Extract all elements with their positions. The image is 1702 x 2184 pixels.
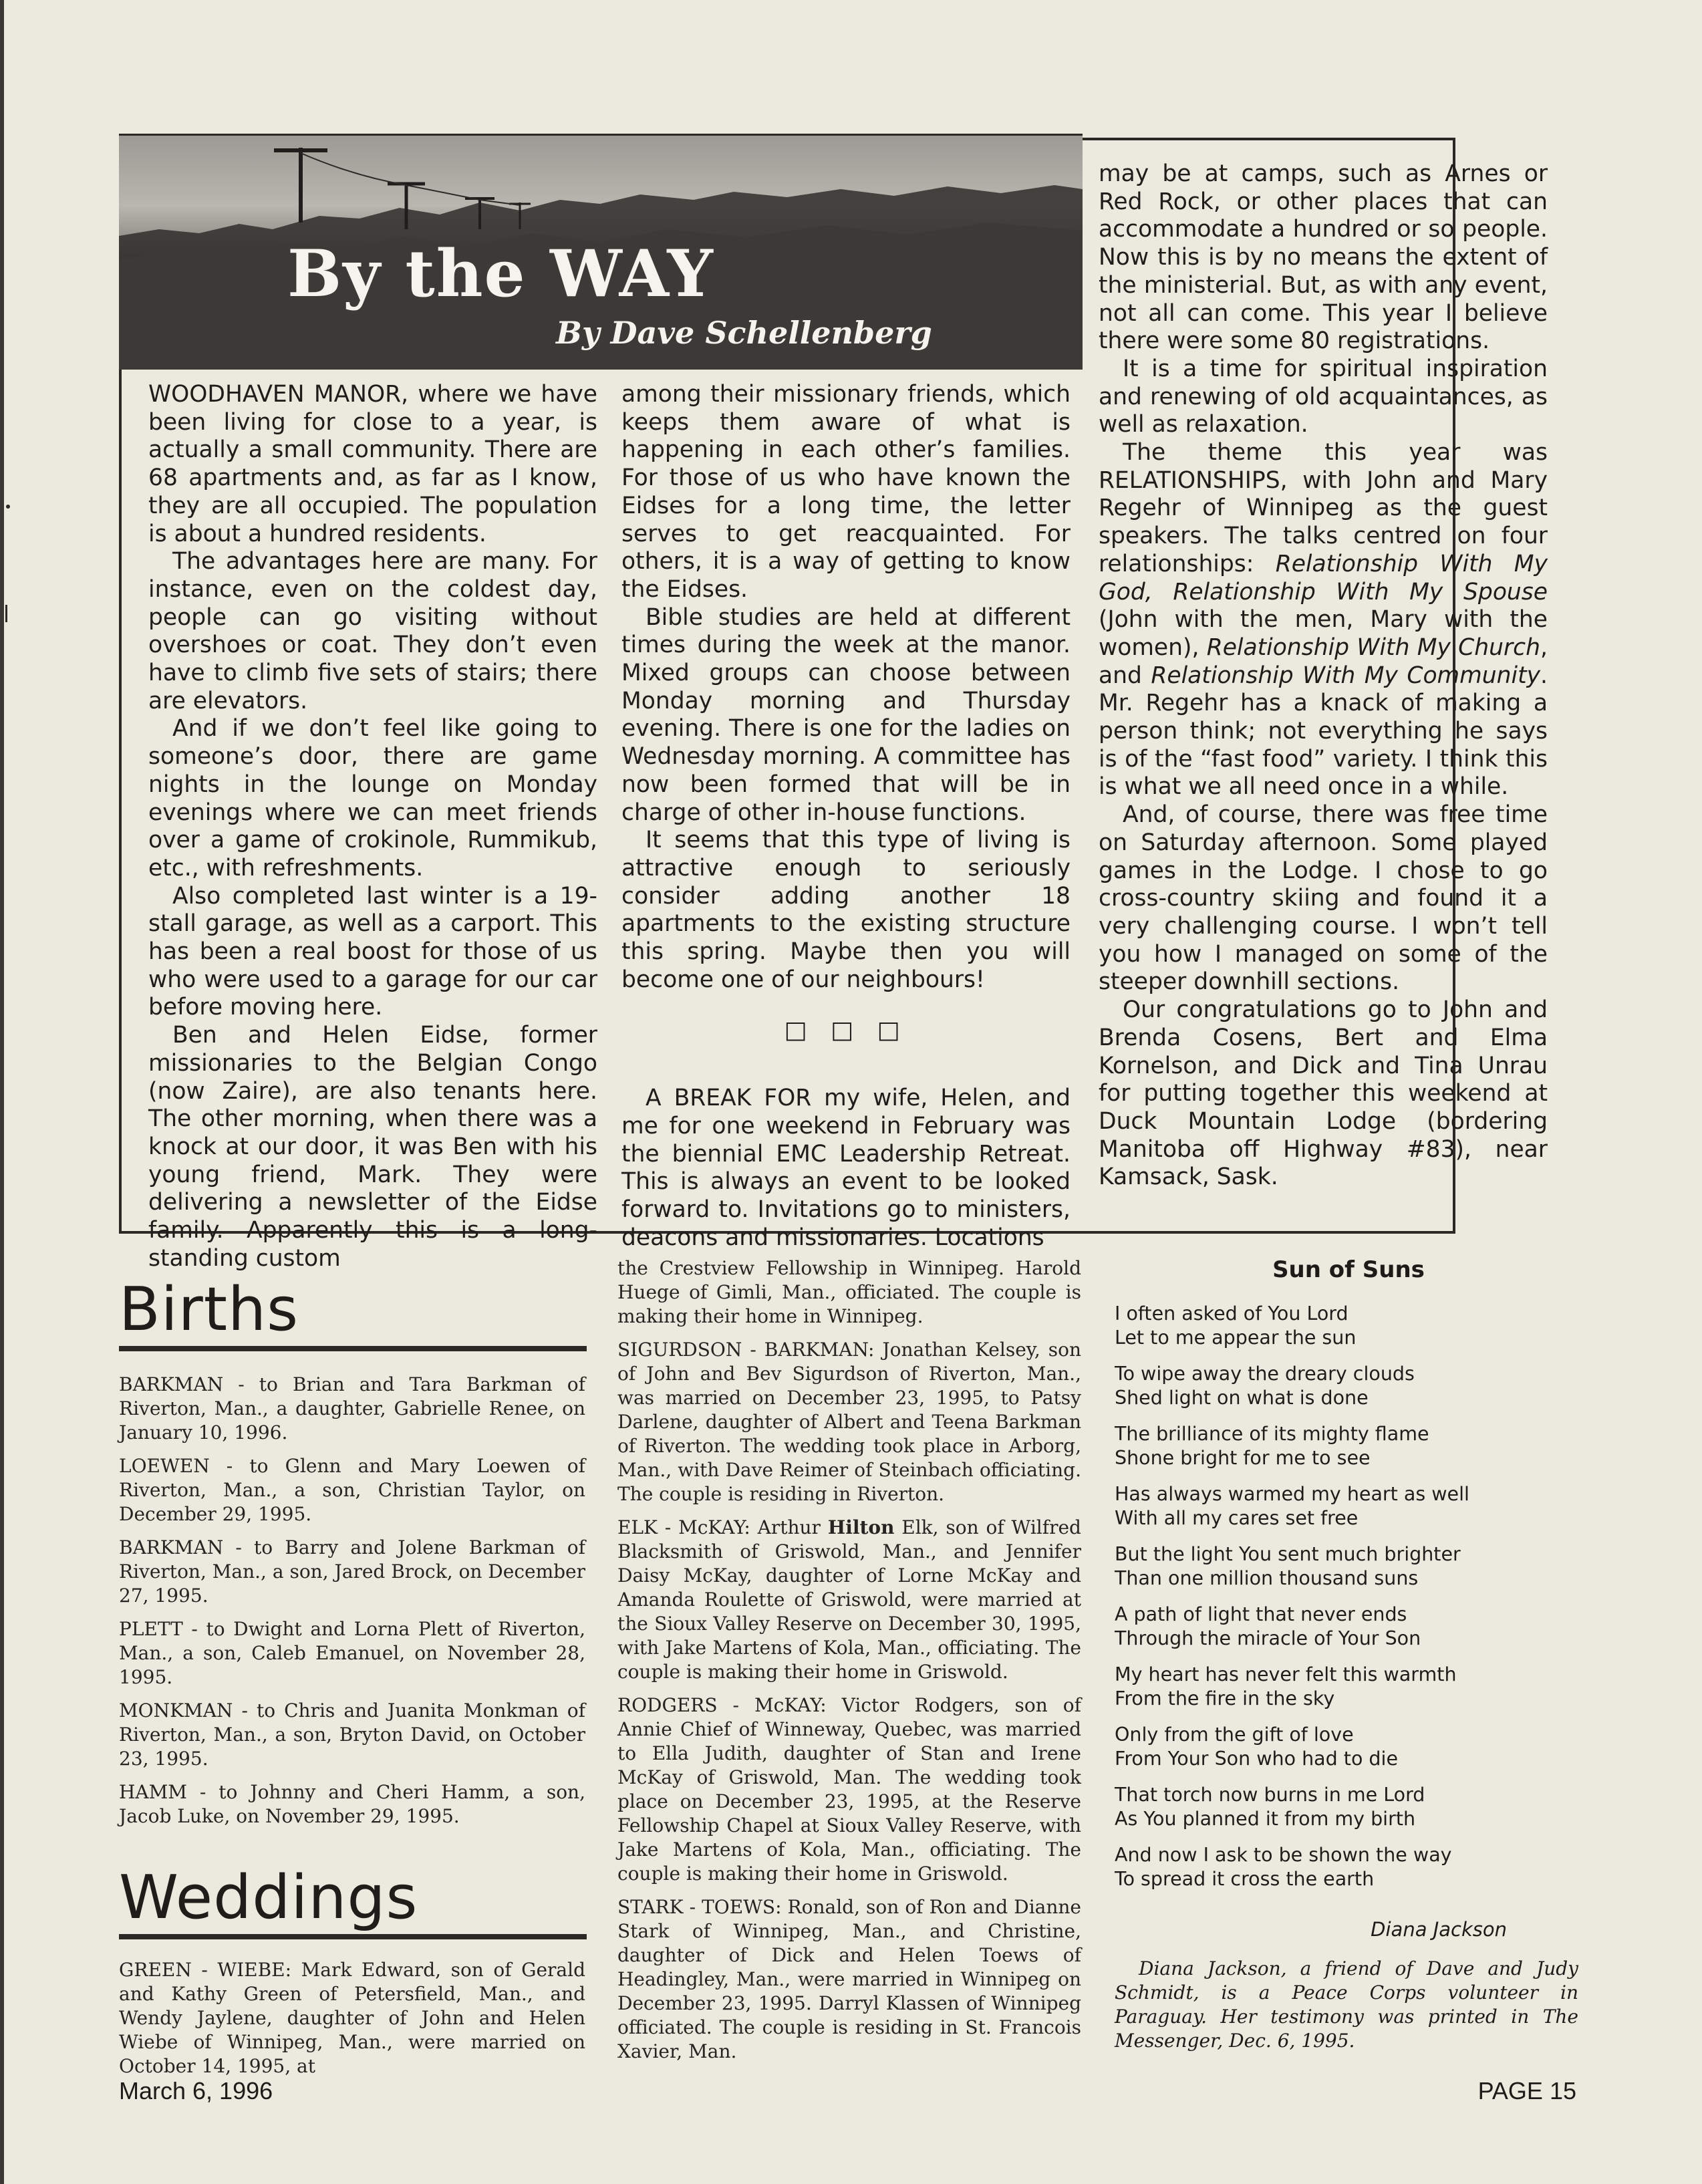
poem-line: Shed light on what is done bbox=[1115, 1387, 1369, 1409]
poem-line: The brilliance of its mighty flame bbox=[1115, 1423, 1429, 1445]
wedding-announcement: the Crestview Fellowship in Winnipeg. Harold Huege of Gimli, Man., officiated. The couple is making their home in Winnipeg. bbox=[617, 1257, 1081, 1327]
poem-stanza bbox=[1115, 1482, 1542, 1530]
poem-title: Sun of Suns bbox=[1272, 1256, 1425, 1283]
italic-title: Relationship With My God, Relationship With My Spouse bbox=[1099, 550, 1548, 605]
article-column-2 bbox=[621, 381, 1071, 1252]
birth-announcement: HAMM - to Johnny and Cheri Hamm, a son, Jacob Luke, on November 29, 1995. bbox=[119, 1781, 585, 1827]
poem-line: I often asked of You Lord bbox=[1115, 1303, 1349, 1325]
weddings-rule bbox=[119, 1934, 587, 1939]
article-paragraph: may be at camps, such as Arnes or Red Rock, or other places that can accommodate a hundred or so people. Now this is by no means the extent of the ministerial. But, as with any event, not all can come. This year I believe there were some 80 registrations. bbox=[1099, 160, 1548, 355]
poem-body bbox=[1115, 1302, 1542, 1903]
article-paragraph: And, of course, there was free time on Saturday afternoon. Some played games in the Lodge. I chose to go cross-country skiing and found it a very challenging course. I won’t tell you how I managed on some of the steeper downhill sections. bbox=[1099, 801, 1548, 996]
poem-line: That torch now burns in me Lord bbox=[1115, 1784, 1425, 1806]
article-column-1 bbox=[148, 381, 597, 1273]
section-separator: □ □ □ bbox=[784, 1016, 908, 1045]
page-number: PAGE 15 bbox=[1477, 2077, 1576, 2104]
article-paragraph: Also completed last winter is a 19-stall garage, as well as a carport. This has been a real boost for those of us who were used to a garage for our car before moving here. bbox=[148, 882, 597, 1021]
poem-line: Only from the gift of love bbox=[1115, 1724, 1354, 1746]
poem-line: As You planned it from my birth bbox=[1115, 1808, 1416, 1830]
poem-stanza bbox=[1115, 1783, 1542, 1831]
weddings-list-continued bbox=[617, 1256, 1081, 2073]
article-paragraph: Bible studies are held at different times during the week at the manor. Mixed groups can choose between Monday morning and Thursday evening. There is one for the ladies on Wednesday morning. A committee has now been formed that will be in charge of other in-house functions. bbox=[621, 603, 1071, 826]
wedding-announcement: RODGERS - McKAY: Victor Rodgers, son of Annie Chief of Winneway, Quebec, was married to Ella Judith, daughter of Stan and Irene McKay of Griswold, Man. The wedding took place on December 23, 1995, at the Reserve Fellowship Chapel at Sioux Valley Reserve, with Jake Martens of Kola, Man., officiating. The couple is making their home in Griswold. bbox=[617, 1694, 1081, 1885]
poem-stanza bbox=[1115, 1723, 1542, 1771]
poem-line: And now I ask to be shown the way bbox=[1115, 1844, 1452, 1866]
poem-line: Through the miracle of Your Son bbox=[1115, 1627, 1421, 1649]
article-paragraph: A BREAK FOR my wife, Helen, and me for one weekend in February was the biennial EMC Leadership Retreat. This is always an event to be looked forward to. Invitations go to ministers, deacons and missionaries. Locations bbox=[621, 1085, 1071, 1251]
poem-stanza bbox=[1115, 1302, 1542, 1350]
birth-announcement: MONKMAN - to Chris and Juanita Monkman of Riverton, Man., a son, Bryton David, on October 23, 1995. bbox=[119, 1699, 585, 1770]
article-paragraph-relationships bbox=[1099, 439, 1548, 801]
column-title: By the WAY bbox=[287, 236, 714, 311]
poem-line: To wipe away the dreary clouds bbox=[1115, 1363, 1415, 1385]
birth-announcement: BARKMAN - to Barry and Jolene Barkman of Riverton, Man., a son, Jared Brock, on December 27, 1995. bbox=[119, 1536, 585, 1607]
poem-line: A path of light that never ends bbox=[1115, 1603, 1407, 1625]
text-run: , and bbox=[1099, 634, 1548, 689]
poem-line: From the fire in the sky bbox=[1115, 1687, 1335, 1710]
poem-line: With all my cares set free bbox=[1115, 1507, 1359, 1529]
text-run: Elk, son of Wilfred Blacksmith of Griswold, Man., and Jennifer Daisy McKay, daughter of Lorne McKay and Amanda Roulette of Griswold, were married at the Sioux Valley Reserve on December 30, 1995, with Jake Martens of Kola, Man., officiating. The couple is making their home in Griswold. bbox=[617, 1516, 1081, 1683]
article-paragraph: Our congratulations go to John and Brenda Cosens, Bert and Elma Kornelson, and Dick and Tina Unrau for putting together this weekend at Duck Mountain Lodge (bordering Manitoba off Highway #83), near Kamsack, Sask. bbox=[1099, 996, 1548, 1191]
poem-stanza bbox=[1115, 1422, 1542, 1470]
weddings-list-start bbox=[119, 1958, 585, 2088]
wedding-announcement: SIGURDSON - BARKMAN: Jonathan Kelsey, son of John and Bev Sigurdson of Riverton, Man., was married on December 23, 1995, to Patsy Darlene, daughter of Albert and Teena Barkman of Riverton. The wedding took place in Arborg, Man., with Dave Reimer of Steinbach officiating. The couple is residing in Riverton. bbox=[617, 1339, 1081, 1505]
wedding-announcement-elk bbox=[617, 1516, 1081, 1684]
wedding-announcement: STARK - TOEWS: Ronald, son of Ron and Dianne Stark of Winnipeg, Man., and Christine, daughter of Dick and Helen Toews of Headingley, Man., were married in Winnipeg on December 23, 1995. Darryl Klassen of Winnipeg officiated. The couple is residing in St. Francois Xavier, Man. bbox=[617, 1896, 1081, 2062]
italic-title: Relationship With My Church bbox=[1206, 634, 1541, 661]
article-paragraph: It is a time for spiritual inspiration and renewing of old acquaintances, as well as relaxation. bbox=[1099, 355, 1548, 438]
article-paragraph: among their missionary friends, which keeps them aware of what is happening in each other’s families. For those of us who have known the Eidses for a long time, the letter serves to get reacquainted. For others, it is a way of getting to know the Eidses. bbox=[621, 381, 1071, 603]
birth-announcement: PLETT - to Dwight and Lorna Plett of Riverton, Man., a son, Caleb Emanuel, on November 28, 1995. bbox=[119, 1618, 585, 1688]
article-column-3 bbox=[1099, 160, 1548, 1192]
poem-line: To spread it cross the earth bbox=[1115, 1868, 1375, 1890]
poem-author: Diana Jackson bbox=[1371, 1918, 1507, 1941]
text-run: (John with the men, Mary with the women), bbox=[1099, 606, 1548, 661]
poem-line: But the light You sent much brighter bbox=[1115, 1543, 1461, 1565]
text-run: . Mr. Regehr has a knack of making a person think; not everything he says is of the “fast food” variety. I think this is what we all need once in a while. bbox=[1099, 662, 1548, 801]
text-run: ELK - McKAY: Arthur bbox=[617, 1516, 828, 1538]
column-banner bbox=[119, 134, 1083, 370]
poem-stanza bbox=[1115, 1663, 1542, 1711]
issue-date: March 6, 1996 bbox=[119, 2077, 273, 2104]
poem-line: From Your Son who had to die bbox=[1115, 1748, 1398, 1770]
column-byline: By Dave Schellenberg bbox=[556, 315, 932, 351]
article-paragraph: And if we don’t feel like going to someone’s door, there are game nights in the lounge on Monday evenings where we can meet friends over a game of crokinole, Rummikub, etc., with refreshments. bbox=[148, 715, 597, 881]
poem-stanza bbox=[1115, 1603, 1542, 1651]
births-rule bbox=[119, 1346, 587, 1351]
wedding-announcement: GREEN - WIEBE: Mark Edward, son of Gerald and Kathy Green of Petersfield, Man., and Wendy Jaylene, daughter of John and Helen Wiebe of Winnipeg, Man., were married on October 14, 1995, at bbox=[119, 1959, 585, 2077]
article-paragraph: WOODHAVEN MANOR, where we have been living for close to a year, is actually a small community. There are 68 apartments and, as far as I know, they are all occupied. The population is about a hundred residents. bbox=[148, 381, 597, 547]
weddings-heading: Weddings bbox=[119, 1863, 418, 1933]
poem-stanza bbox=[1115, 1542, 1542, 1591]
article-paragraph: The advantages here are many. For instance, even on the coldest day, people can go visiting without overshoes or coat. They don’t even have to climb five sets of stairs; there are elevators. bbox=[148, 548, 597, 714]
birth-announcement: BARKMAN - to Brian and Tara Barkman of Riverton, Man., a daughter, Gabrielle Renee, on January 10, 1996. bbox=[119, 1373, 585, 1444]
article-paragraph: It seems that this type of living is attractive enough to seriously consider adding another 18 apartments to the existing structure this spring. Maybe then you will become one of our neighbours! bbox=[621, 827, 1071, 993]
poem-note: Diana Jackson, a friend of Dave and Judy Schmidt, is a Peace Corps volunteer in Paraguay. Her testimony was printed in The Messenger, Dec. 6, 1995. bbox=[1115, 1957, 1578, 2052]
poem-line: Than one million thousand suns bbox=[1115, 1567, 1419, 1589]
bold-name: Hilton bbox=[827, 1516, 895, 1538]
text-run: The theme this year was RELATIONSHIPS, with John and Mary Regehr of Winnipeg as the guest speakers. The talks centred on four relationships: bbox=[1099, 439, 1548, 577]
poem-stanza bbox=[1115, 1362, 1542, 1410]
poem-line: Shone bright for me to see bbox=[1115, 1447, 1371, 1469]
births-heading: Births bbox=[119, 1274, 299, 1345]
birth-announcement: LOEWEN - to Glenn and Mary Loewen of Riverton, Man., a son, Christian Taylor, on December 29, 1995. bbox=[119, 1455, 585, 1525]
poem-line: My heart has never felt this warmth bbox=[1115, 1663, 1457, 1685]
article-paragraph: Ben and Helen Eidse, former missionaries to the Belgian Congo (now Zaire), are also tenants here. The other morning, when there was a knock at our door, it was Ben with his young friend, Mark. They were delivering a newsletter of the Eidse family. Apparently this is a long-standing custom bbox=[148, 1022, 597, 1272]
poem-stanza bbox=[1115, 1843, 1542, 1891]
poem-line: Has always warmed my heart as well bbox=[1115, 1483, 1469, 1505]
births-list bbox=[119, 1373, 585, 1838]
poem-line: Let to me appear the sun bbox=[1115, 1327, 1357, 1349]
italic-title: Relationship With My Community bbox=[1151, 662, 1541, 689]
